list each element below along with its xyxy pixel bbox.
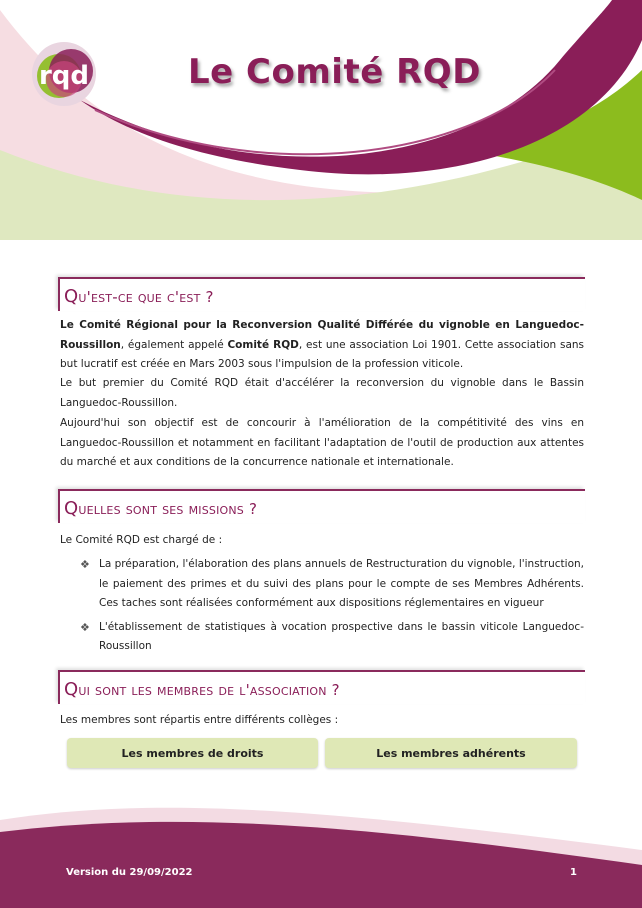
section-heading-box bbox=[58, 670, 585, 704]
svg-text:rqd: rqd bbox=[38, 61, 90, 91]
footer-version: Version du 29/09/2022 bbox=[66, 867, 193, 878]
list-item: ❖ La préparation, l'élaboration des plans annuels de Restructuration du vignoble, l'instruction, le paiement des primes et du suivi des plans pour le compte de ses Membres Adhérents. Ces taches sont réalisées conformément aux dispositions réglementaires en vigueur bbox=[80, 555, 584, 614]
paragraph-objective: Aujourd'hui son objectif est de concourir à l'amélioration de la compétitivité des vins en Languedoc-Roussillon et notamment en facilitant l'adaptation de l'outil de production aux attentes du marché et aux conditions de la concurrence nationale et internationale. bbox=[60, 417, 584, 468]
college-members-of-right: Les membres de droits bbox=[67, 738, 318, 768]
section-heading: Qui sont les membres de l'association ? bbox=[64, 679, 340, 700]
missions-list bbox=[80, 555, 584, 657]
missions-intro: Le Comité RQD est chargé de : bbox=[60, 534, 223, 546]
diamond-bullet-icon: ❖ bbox=[80, 620, 90, 634]
paragraph-intro: Le Comité Régional pour la Reconversion Qualité Différée du vignoble en Languedoc-Roussillon, également appelé Comité RQD, est une association Loi 1901. Cette association sans but lucratif est créée en Mars 2003 sous l'impulsion de la profession viticole. bbox=[60, 319, 585, 370]
footer-magenta-wave bbox=[0, 822, 642, 908]
section-heading: Qu'est-ce que c'est ? bbox=[64, 286, 214, 307]
footer-decoration bbox=[0, 770, 642, 908]
section-missions bbox=[58, 489, 585, 523]
page-number: 1 bbox=[570, 867, 577, 878]
college-adherent-members: Les membres adhérents bbox=[325, 738, 577, 768]
section-heading-box bbox=[58, 277, 585, 311]
diamond-bullet-icon: ❖ bbox=[80, 558, 90, 571]
page-title: Le Comité RQD bbox=[188, 52, 481, 92]
section-heading: Quelles sont ses missions ? bbox=[64, 498, 258, 519]
rqd-logo bbox=[28, 38, 100, 110]
section-members bbox=[58, 670, 585, 704]
section-heading-box bbox=[58, 489, 585, 523]
header-decoration bbox=[0, 0, 642, 240]
section-what-is-it bbox=[58, 277, 585, 311]
list-item: ❖ L'établissement de statistiques à vocation prospective dans le bassin viticole Languedoc-Roussillon bbox=[80, 618, 584, 657]
paragraph-goal: Le but premier du Comité RQD était d'accélérer la reconversion du vignoble dans le Bassin Languedoc-Roussillon. bbox=[60, 377, 584, 409]
members-intro: Les membres sont répartis entre différents collèges : bbox=[60, 714, 339, 726]
